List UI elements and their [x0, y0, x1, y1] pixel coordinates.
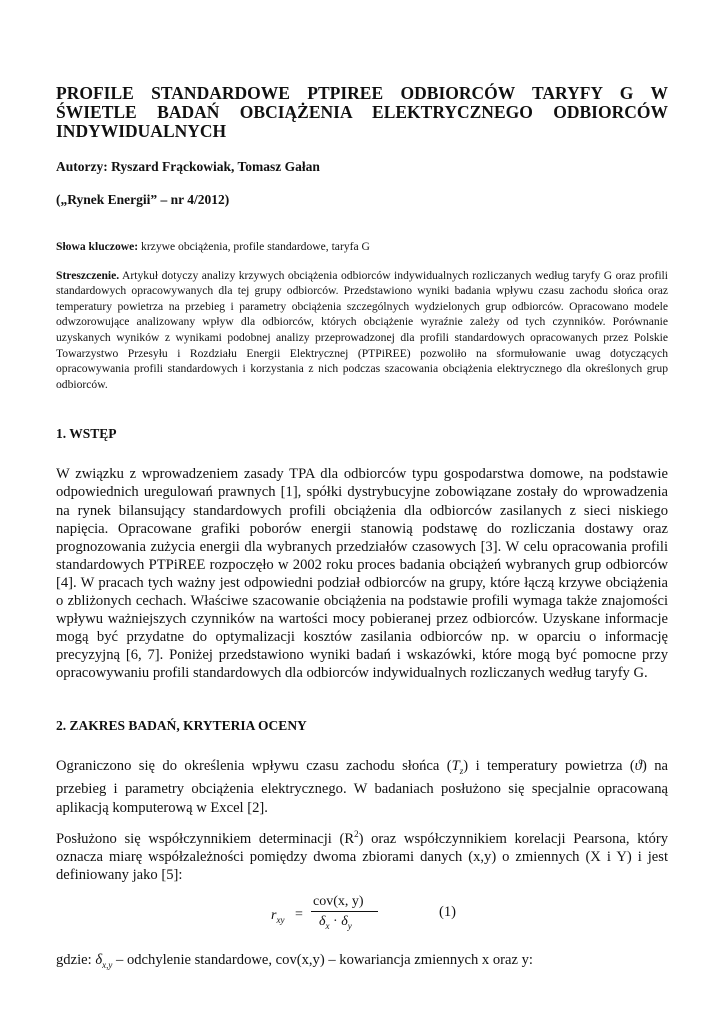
equation-denominator: [319, 914, 352, 931]
equals-sign: =: [295, 906, 303, 922]
gdzie-symbol-sub: x,y: [102, 959, 113, 970]
keywords-line: [56, 239, 668, 255]
symbol-tz: T: [451, 758, 460, 775]
abstract-label: Streszczenie.: [56, 268, 120, 282]
abstract: [56, 268, 668, 393]
lhs-symbol: r: [271, 907, 277, 923]
lhs-subscript: xy: [276, 914, 285, 925]
gdzie-line: [56, 952, 668, 970]
gdzie-prefix: gdzie:: [56, 951, 96, 968]
gdzie-symbol: δ: [95, 951, 103, 968]
text-run: ) oraz współczynnikiem korelacji Pearsona, który oznacza miarę współzależności pomiędzy dwoma zbiorami danych (x,y) o zmiennych (X i Y) i jest definiowany jako [5]:: [56, 830, 668, 883]
den-delta-y: δ: [341, 913, 348, 929]
text-run: Ograniczono się do określenia wpływu czasu zachodu słońca (: [56, 758, 452, 775]
equation-numerator: cov(x, y): [313, 893, 364, 909]
symbol-tz-sub: z: [459, 766, 464, 777]
text-run: ) na przebieg i parametry obciążenia elektrycznego. W badaniach posłużono się specjalnie opracowaną aplikacją komputerową w Excel [2].: [56, 758, 668, 816]
keywords-label: Słowa kluczowe:: [56, 240, 139, 253]
paper-title: PROFILE STANDARDOWE PTPIREE ODBIORCÓW TARYFY G W ŚWIETLE BADAŃ OBCIĄŻENIA ELEKTRYCZNEGO ODBIORCÓW INDYWIDUALNYCH: [56, 83, 668, 141]
authors-line: Autorzy: Ryszard Frąckowiak, Tomasz Gałan: [56, 159, 320, 174]
equation-lhs: [271, 908, 284, 925]
section-2-paragraph-1: [56, 757, 668, 816]
equation-1: [56, 894, 668, 944]
den-delta-x: δ: [319, 913, 326, 929]
keywords-text: krzywe obciążenia, profile standardowe, taryfa G: [138, 240, 370, 253]
gdzie-text: – odchylenie standardowe, cov(x,y) – kowariancja zmiennych x oraz y:: [112, 951, 533, 968]
source-citation: („Rynek Energii” – nr 4/2012): [56, 192, 230, 207]
section-2-heading: 2. ZAKRES BADAŃ, KRYTERIA OCENY: [56, 718, 307, 734]
abstract-text: Artykuł dotyczy analizy krzywych obciążenia odbiorców indywidualnych rozliczanych według taryfy G oraz profili standardowych opracowywanych dla tej grupy odbiorców. Przedstawiono wyniki badania wpływu czasu zachodu słońca oraz temperatury powietrza na przebieg i parametry obciążenia szczególnych wydzielonych grup odbiorców. Opracowano modele odwzorowujące analizowany wpływ dla odbiorców, których obciążenie wyraźnie zależy od tych czynników. Porównanie uzyskanych wyników z wynikami podobnej analizy przeprowadzonej dla profili standardowych opracowanych przez Polskie Towarzystwo Przesyłu i Rozdziału Energii Elektrycznej (PTPiREE) pozwoliło na sformułowanie uwag dotyczących opracowywania profili standardowych i korzystania z nich podczas szacowania obciążenia elektrycznego dla określonych grup odbiorców.: [56, 268, 668, 391]
den-dot: ·: [329, 913, 342, 929]
symbol-theta: ϑ: [634, 758, 642, 775]
text-run: ) i temperatury powietrza (: [463, 758, 635, 775]
fraction-bar: [311, 911, 378, 912]
superscript-2: 2: [354, 828, 359, 839]
section-1-heading: 1. WSTĘP: [56, 426, 117, 442]
paper-page: [56, 84, 668, 970]
text-run: Posłużono się współczynnikiem determinacji (R: [56, 830, 355, 847]
section-2-paragraph-2: [56, 825, 668, 884]
den-sub-x: x: [325, 920, 330, 931]
den-sub-y: y: [347, 920, 352, 931]
section-1-paragraph: W związku z wprowadzeniem zasady TPA dla odbiorców typu gospodarstwa domowe, na podstawie odpowiednich uregulowań prawnych [1], spółki dystrybucyjne zobowiązane zostały do wprowadzenia na rynek bilansujący standardowych profili obciążenia dla odbiorców zasilanych z sieci niskiego napięcia. Opracowane grafiki poborów energii stanowią podstawę do rozliczania dostawy oraz prognozowania zużycia energii dla wybranych przedziałów czasowych [3]. W celu opracowania profili standardowych PTPiREE rozpoczęło w 2002 roku proces badania obciążeń wybranych grup odbiorców [4]. W pracach tych ważny jest odpowiedni podział odbiorców na grupy, które łączą krzywe obciążenia o zbliżonych cechach. Właściwe szacowanie obciążenia na podstawie profili wymaga także znajomości wpływu ważniejszych czynników na wartości mocy pobieranej przez odbiorców. Uzyskane informacje mogą być przydatne do optymalizacji kosztów zasilania odbiorców np. w oparciu o informację precyzyjną [6, 7]. Poniżej przedstawiono wyniki badań i wskazówki, które mogą być pomocne przy opracowywaniu profili standardowych dla odbiorców indywidualnych rozliczanych według taryfy G.: [56, 466, 668, 682]
equation-number: (1): [439, 903, 457, 920]
